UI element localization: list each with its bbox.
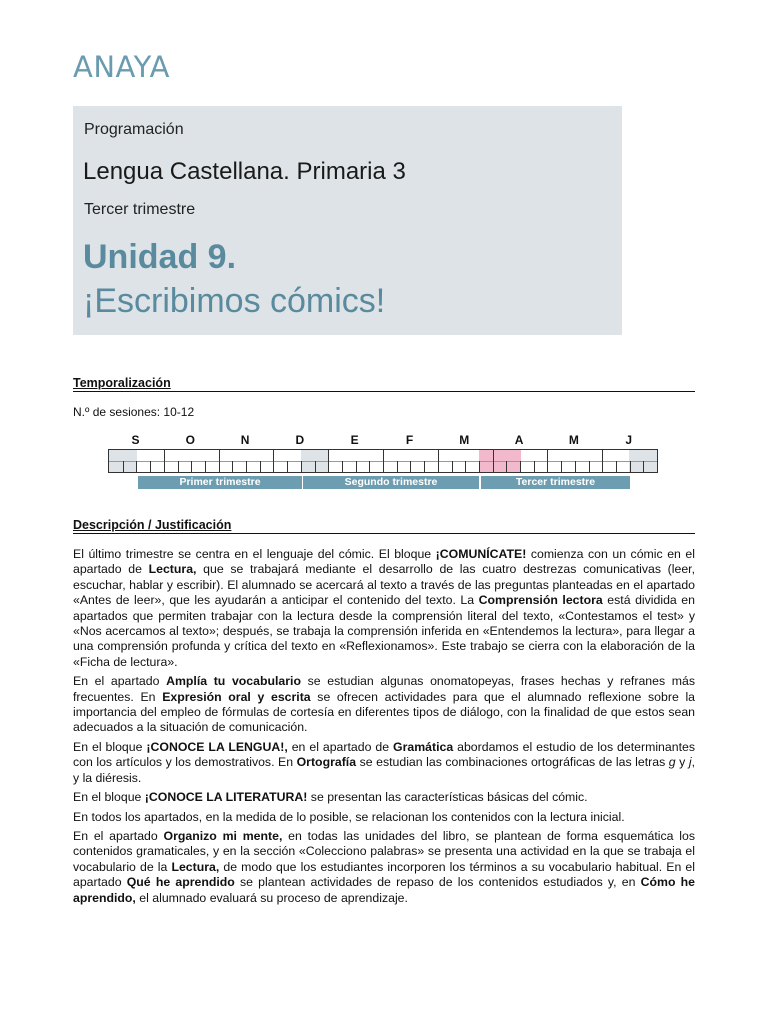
month-divider: [602, 450, 603, 472]
month-label: S: [131, 433, 140, 447]
description-text: [73, 547, 695, 910]
anaya-logo: [73, 52, 195, 80]
doc-type: Programación: [84, 121, 184, 138]
week-tick: [534, 461, 535, 472]
week-tick: [315, 461, 316, 472]
month-divider: [219, 450, 220, 472]
week-tick: [191, 461, 192, 472]
week-tick: [630, 461, 631, 472]
week-tick: [410, 461, 411, 472]
week-tick: [397, 461, 398, 472]
week-tick: [301, 461, 302, 472]
month-divider: [438, 450, 439, 472]
week-tick: [342, 461, 343, 472]
unit-name: ¡Escribimos cómics!: [83, 282, 386, 320]
month-label: N: [240, 433, 250, 447]
description-paragraph: En el bloque ¡CONOCE LA LENGUA!, en el apartado de Gramática abordamos el estudio de los determinantes con los artículos y los demostrativos. En Ortografía se estudian las combinaciones ortográficas de las letras g y j, y la diéresis.: [73, 739, 695, 785]
unit-number: Unidad 9.: [83, 238, 237, 276]
month-divider: [547, 450, 548, 472]
week-tick: [506, 461, 507, 472]
description-paragraph: En el bloque ¡CONOCE LA LITERATURA! se presentan las características básicas del cómic.: [73, 790, 588, 805]
month-divider: [273, 450, 274, 472]
description-paragraph: En el apartado Organizo mi mente, en todas las unidades del libro, se plantean de forma esquemática los contenidos gramaticales, y en la sección «Colecciono palabras» se presenta una actividad en la que se trabaja el vocabulario de la Lectura, de modo que los estudiantes incorporen los términos a su vocabulario habitual. En el apartado Qué he aprendido se plantean actividades de repaso de los contenidos estudiados y, en Cómo he aprendido, el alumnado evaluará su proceso de aprendizaje.: [73, 828, 696, 905]
month-label: F: [405, 433, 414, 447]
sessions-count: N.º de sesiones: 10-12: [73, 405, 195, 419]
logo-text: ANAYA: [73, 52, 170, 80]
week-tick: [356, 461, 357, 472]
week-tick: [205, 461, 206, 472]
description-paragraph: En el apartado Amplía tu vocabulario se estudian algunas onomatopeyas, frases hechas y refranes más frecuentes. En Expresión oral y escrita se ofrecen actividades para que el alumnado reflexione sobre la importancia del empleo de fórmulas de cortesía en diferentes tipos de diálogo, con la finalidad de que estos sean adecuados a la situación de comunicación.: [73, 674, 696, 735]
temporalizacion-heading: Temporalización: [73, 376, 695, 392]
month-label: E: [350, 433, 359, 447]
description-paragraph: En todos los apartados, en la medida de lo posible, se relacionan los contenidos con la lectura inicial.: [73, 809, 625, 824]
week-tick: [260, 461, 261, 472]
week-tick: [616, 461, 617, 472]
calendar-timeline: [108, 449, 658, 473]
week-tick: [479, 461, 480, 472]
course-title: Lengua Castellana. Primaria 3: [83, 158, 406, 185]
week-tick: [424, 461, 425, 472]
week-tick: [575, 461, 576, 472]
term-label: Tercer trimestre: [84, 201, 196, 218]
month-labels: [108, 433, 658, 449]
unit-header: [73, 106, 622, 335]
week-tick: [520, 461, 521, 472]
term-bar: Segundo trimestre: [303, 476, 479, 489]
month-divider: [383, 450, 384, 472]
week-tick: [123, 461, 124, 472]
month-divider: [328, 450, 329, 472]
month-label: A: [514, 433, 524, 447]
week-tick: [150, 461, 151, 472]
descripcion-heading: Descripción / Justificación: [73, 518, 695, 534]
week-tick: [561, 461, 562, 472]
month-divider: [164, 450, 165, 472]
week-tick: [232, 461, 233, 472]
week-tick: [465, 461, 466, 472]
month-divider: [493, 450, 494, 472]
month-label: M: [568, 433, 579, 447]
month-label: O: [185, 433, 195, 447]
week-tick: [643, 461, 644, 472]
description-paragraph: El último trimestre se centra en el lenguaje del cómic. El bloque ¡COMUNÍCATE! comienza con un cómic en el apartado de Lectura, que se trabajará mediante el desarrollo de las cuatro destrezas comunicativas (leer, escuchar, hablar y escribir). El alumnado se acercará al texto a través de las preguntas planteadas en el apartado «Antes de leer», que les ayudarán a anticipar el contenido del texto. La Comprensión lectora está dividida en apartados que permiten trabajar con la lectura desde la comprensión literal del texto, «Contestamos el test» y «Nos acercamos al texto»; después, se trabaja la comprensión inferida en «Entendemos la lectura», para llegar a una comprensión profunda y crítica del texto en «Reflexionamos». Este trabajo se cierra con la elaboración de la «Ficha de lectura».: [73, 547, 696, 669]
week-tick: [246, 461, 247, 472]
week-tick: [452, 461, 453, 472]
month-label: J: [625, 433, 633, 447]
term-bar: Primer trimestre: [138, 476, 302, 489]
term-bar: Tercer trimestre: [481, 476, 630, 489]
week-tick: [369, 461, 370, 472]
week-tick: [589, 461, 590, 472]
week-tick: [136, 461, 137, 472]
week-tick: [287, 461, 288, 472]
month-label: D: [295, 433, 305, 447]
month-label: M: [459, 433, 470, 447]
week-tick: [178, 461, 179, 472]
